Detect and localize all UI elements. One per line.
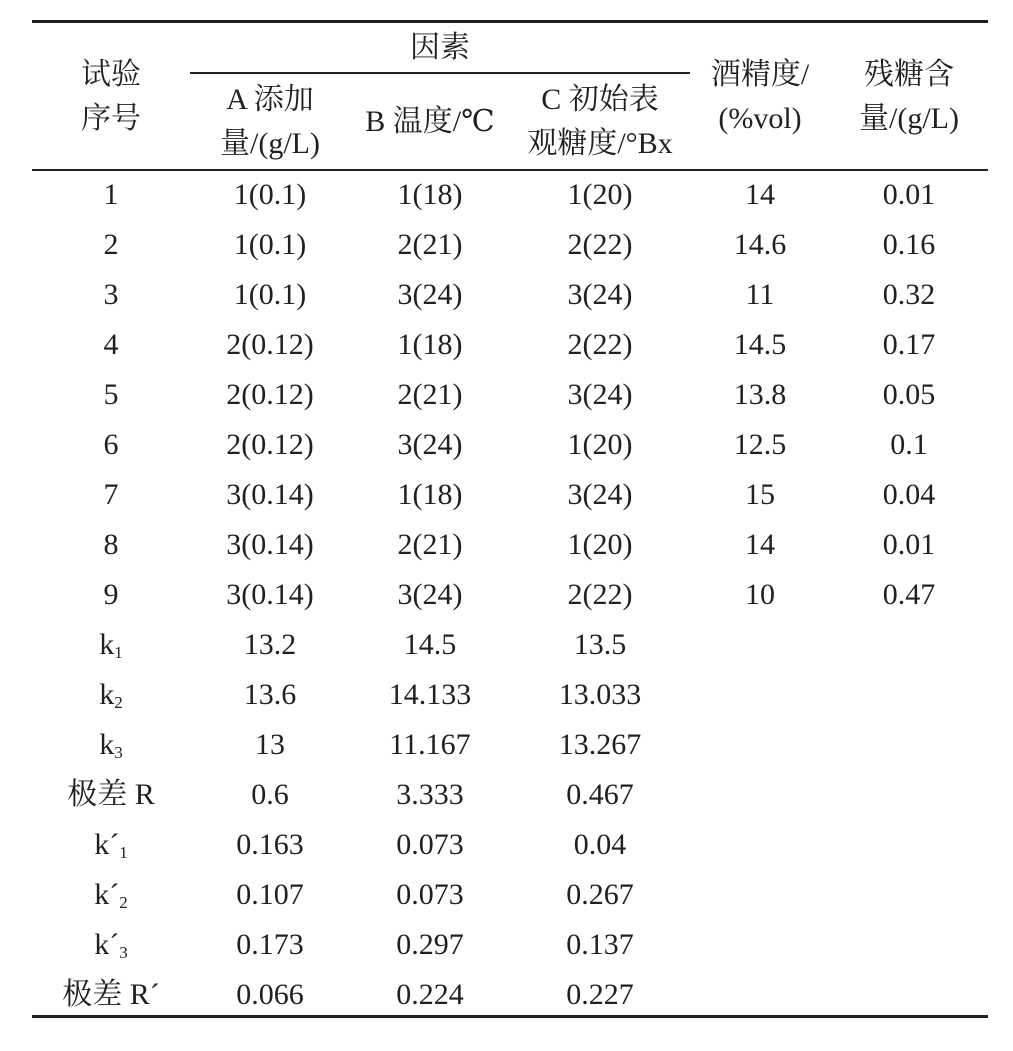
analysis-label-subscript: 2 (114, 693, 123, 712)
cell-factor-a: 3(0.14) (226, 578, 314, 611)
cell-residual-sugar: 0.17 (882, 328, 936, 361)
cell-trial-no: 1 (103, 178, 119, 211)
cell-factor-b: 3(24) (397, 428, 463, 461)
cell-factor-b: 14.5 (403, 628, 457, 661)
cell-alcohol: 14.6 (733, 228, 787, 261)
cell-trial-no: 5 (103, 378, 119, 411)
analysis-label-subscript: 1 (114, 643, 123, 662)
cell-residual-sugar: 0.01 (882, 178, 936, 211)
analysis-label-subscript: 2 (119, 893, 128, 912)
cell-factor-a: 2(0.12) (226, 378, 314, 411)
cell-factor-b: 3.333 (396, 778, 464, 811)
cell-factor-a: 13 (255, 728, 285, 761)
cell-factor-a: 13.6 (243, 678, 297, 711)
analysis-label-text: k´ (94, 928, 120, 961)
cell-factor-c: 13.5 (573, 628, 627, 661)
cell-factor-a: 0.173 (236, 928, 304, 961)
cell-factor-a: 0.066 (236, 978, 304, 1011)
cell-factor-c: 3(24) (567, 278, 633, 311)
cell-factor-b: 3(24) (397, 278, 463, 311)
header-trial-no-line1: 试验 (81, 58, 141, 91)
cell-factor-b: 1(18) (397, 328, 463, 361)
cell-trial-no: 7 (103, 478, 119, 511)
header-alcohol-line1: 酒精度/ (710, 58, 810, 91)
cell-factor-c: 0.137 (566, 928, 634, 961)
analysis-label (32, 778, 190, 812)
cell-factor-b: 2(21) (397, 378, 463, 411)
analysis-label-text: k (99, 678, 115, 711)
header-factor-a-line2: 量/(g/L) (220, 127, 320, 160)
cell-factor-a: 1(0.1) (233, 278, 307, 311)
cell-factor-c: 2(22) (567, 578, 633, 611)
cell-alcohol: 11 (745, 278, 775, 311)
cell-trial-no: 9 (103, 578, 119, 611)
analysis-label-text: 极差 R (67, 778, 155, 811)
cell-factor-b: 2(21) (397, 228, 463, 261)
cell-trial-no: 8 (103, 528, 119, 561)
cell-factor-a: 0.163 (236, 828, 304, 861)
header-residual-sugar-line1: 残糖含 (864, 58, 954, 91)
cell-factor-c: 0.04 (573, 828, 627, 861)
header-factor-c-line2: 观糖度/°Bx (527, 127, 673, 160)
cell-alcohol: 13.8 (733, 378, 787, 411)
cell-residual-sugar: 0.05 (882, 378, 936, 411)
analysis-label-subscript: 3 (114, 743, 123, 762)
cell-factor-b: 14.133 (388, 678, 472, 711)
header-alcohol (690, 53, 830, 141)
header-trial-no-line2: 序号 (81, 102, 141, 135)
cell-factor-c: 0.267 (566, 878, 634, 911)
cell-factor-a: 0.107 (236, 878, 304, 911)
cell-residual-sugar: 0.04 (882, 478, 936, 511)
cell-factor-a: 2(0.12) (226, 428, 314, 461)
cell-factor-b: 3(24) (397, 578, 463, 611)
analysis-label (32, 678, 190, 712)
cell-factor-b: 0.297 (396, 928, 464, 961)
cell-factor-b: 0.073 (396, 878, 464, 911)
cell-residual-sugar: 0.16 (882, 228, 936, 261)
cell-factor-c: 1(20) (567, 428, 633, 461)
analysis-label (32, 828, 190, 862)
header-factors: 因素 (410, 31, 470, 64)
cell-factor-b: 2(21) (397, 528, 463, 561)
cell-residual-sugar: 0.01 (882, 528, 936, 561)
analysis-label (32, 928, 190, 962)
cell-residual-sugar: 0.32 (882, 278, 936, 311)
cell-factor-a: 1(0.1) (233, 178, 307, 211)
analysis-label-subscript: 3 (119, 943, 128, 962)
cell-factor-c: 2(22) (567, 328, 633, 361)
header-factor-c (510, 78, 690, 166)
cell-factor-a: 3(0.14) (226, 528, 314, 561)
factors-underline (190, 72, 690, 74)
cell-factor-c: 3(24) (567, 378, 633, 411)
cell-factor-c: 1(20) (567, 178, 633, 211)
analysis-label-text: k (99, 728, 115, 761)
cell-factor-b: 1(18) (397, 478, 463, 511)
analysis-label-text: k´ (94, 828, 120, 861)
cell-trial-no: 6 (103, 428, 119, 461)
table-bottom-rule (32, 1015, 988, 1018)
cell-alcohol: 10 (745, 578, 775, 611)
cell-alcohol: 15 (745, 478, 775, 511)
cell-alcohol: 12.5 (733, 428, 787, 461)
analysis-label-text: k´ (94, 878, 120, 911)
cell-factor-c: 2(22) (567, 228, 633, 261)
cell-factor-a: 13.2 (243, 628, 297, 661)
table-top-rule (32, 20, 988, 23)
cell-factor-b: 1(18) (397, 178, 463, 211)
cell-factor-b: 0.224 (396, 978, 464, 1011)
header-alcohol-line2: (%vol) (718, 102, 802, 135)
analysis-label (32, 628, 190, 662)
analysis-label-text: k (99, 628, 115, 661)
cell-factor-a: 2(0.12) (226, 328, 314, 361)
header-residual-sugar-line2: 量/(g/L) (859, 102, 959, 135)
cell-factor-a: 1(0.1) (233, 228, 307, 261)
cell-trial-no: 3 (103, 278, 119, 311)
cell-factor-a: 3(0.14) (226, 478, 314, 511)
cell-factor-c: 13.033 (558, 678, 642, 711)
cell-residual-sugar: 0.47 (882, 578, 936, 611)
header-factor-c-line1: C 初始表 (541, 83, 659, 116)
analysis-label-text: 极差 R´ (62, 978, 160, 1011)
cell-factor-c: 13.267 (558, 728, 642, 761)
cell-factor-c: 3(24) (567, 478, 633, 511)
cell-factor-a: 0.6 (251, 778, 289, 811)
cell-alcohol: 14.5 (733, 328, 787, 361)
cell-alcohol: 14 (745, 178, 775, 211)
analysis-label (32, 978, 190, 1012)
cell-factor-b: 11.167 (389, 728, 471, 761)
header-factor-b: B 温度/℃ (365, 105, 495, 138)
cell-factor-b: 0.073 (396, 828, 464, 861)
analysis-label-subscript: 1 (119, 843, 128, 862)
cell-factor-c: 1(20) (567, 528, 633, 561)
cell-alcohol: 14 (745, 528, 775, 561)
header-factor-a (190, 78, 350, 166)
cell-trial-no: 4 (103, 328, 119, 361)
analysis-label (32, 878, 190, 912)
cell-trial-no: 2 (103, 228, 119, 261)
cell-factor-c: 0.227 (566, 978, 634, 1011)
header-trial-no (32, 53, 190, 141)
cell-residual-sugar: 0.1 (890, 428, 928, 461)
header-residual-sugar (830, 53, 988, 141)
header-bottom-rule (32, 169, 988, 171)
analysis-label (32, 728, 190, 762)
cell-factor-c: 0.467 (566, 778, 634, 811)
header-factor-a-line1: A 添加 (226, 83, 314, 116)
